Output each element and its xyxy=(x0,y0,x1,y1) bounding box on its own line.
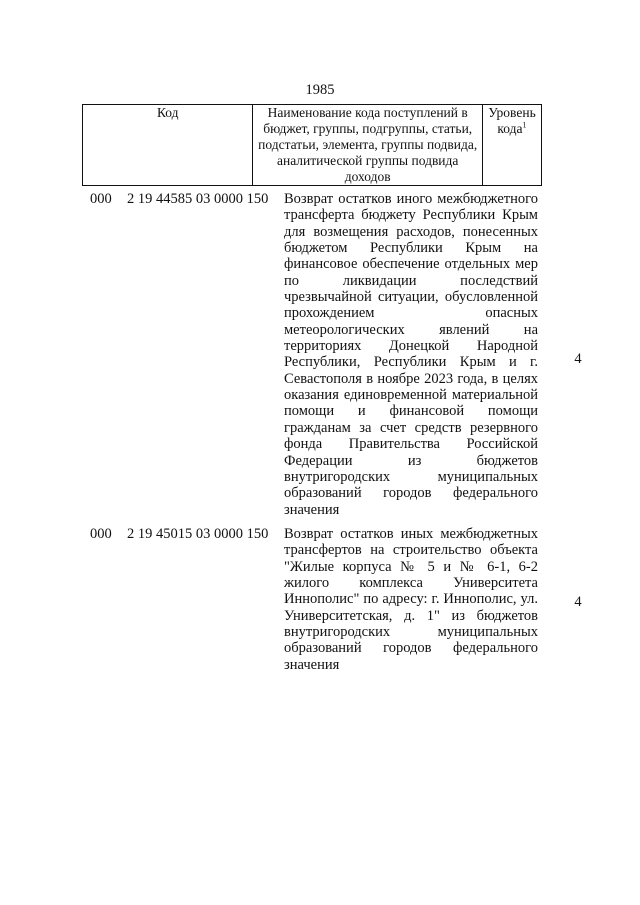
revenue-code: 2 19 45015 03 0000 150 xyxy=(127,526,269,542)
header-name-label: Наименование кода поступлений в бюджет, группы, подгруппы, статьи, подстатьи, элемента, группы подвида, аналитической группы подвида доходов xyxy=(258,105,478,184)
code-level: 4 xyxy=(574,594,582,610)
footnote-marker: 1 xyxy=(522,120,527,130)
page-number: 1985 xyxy=(305,82,335,98)
table-header xyxy=(82,104,542,186)
header-level xyxy=(482,105,541,186)
revenue-code: 2 19 44585 03 0000 150 xyxy=(127,191,269,207)
header-code-label: Код xyxy=(156,105,179,120)
header-code xyxy=(83,105,253,186)
code-level: 4 xyxy=(574,351,582,367)
admin-code: 000 xyxy=(90,191,112,207)
header-level-label: Уровень кода xyxy=(488,105,536,136)
admin-code: 000 xyxy=(90,526,112,542)
revenue-name: Возврат остатков иного межбюджетного трансферта бюджету Республики Крым для возмещения расходов, понесенных бюджетом Республики Крым на финансовое обеспечение отдельных мер по ликвидации последствий чрезвычайной ситуации, обусловленной прохождением опасных метеорологических явлений на территориях Донецкой Народной Республики, Республики Крым и г. Севастополя в ноябре 2023 года, в целях оказания единовременной материальной помощи и финансовой помощи гражданам за счет средств резервного фонда Правительства Российской Федерации из бюджетов внутригородских муниципальных образований городов федерального значения xyxy=(284,191,538,518)
revenue-name: Возврат остатков иных межбюджетных трансфертов на строительство объекта "Жилые корпуса № 5 и № 6-1, 6-2 жилого комплекса Университета Иннополис" по адресу: г. Иннополис, ул. Университетская, д. 1" из бюджетов внутригородских муниципальных образований городов федерального значения xyxy=(284,526,538,673)
header-name xyxy=(253,105,482,186)
